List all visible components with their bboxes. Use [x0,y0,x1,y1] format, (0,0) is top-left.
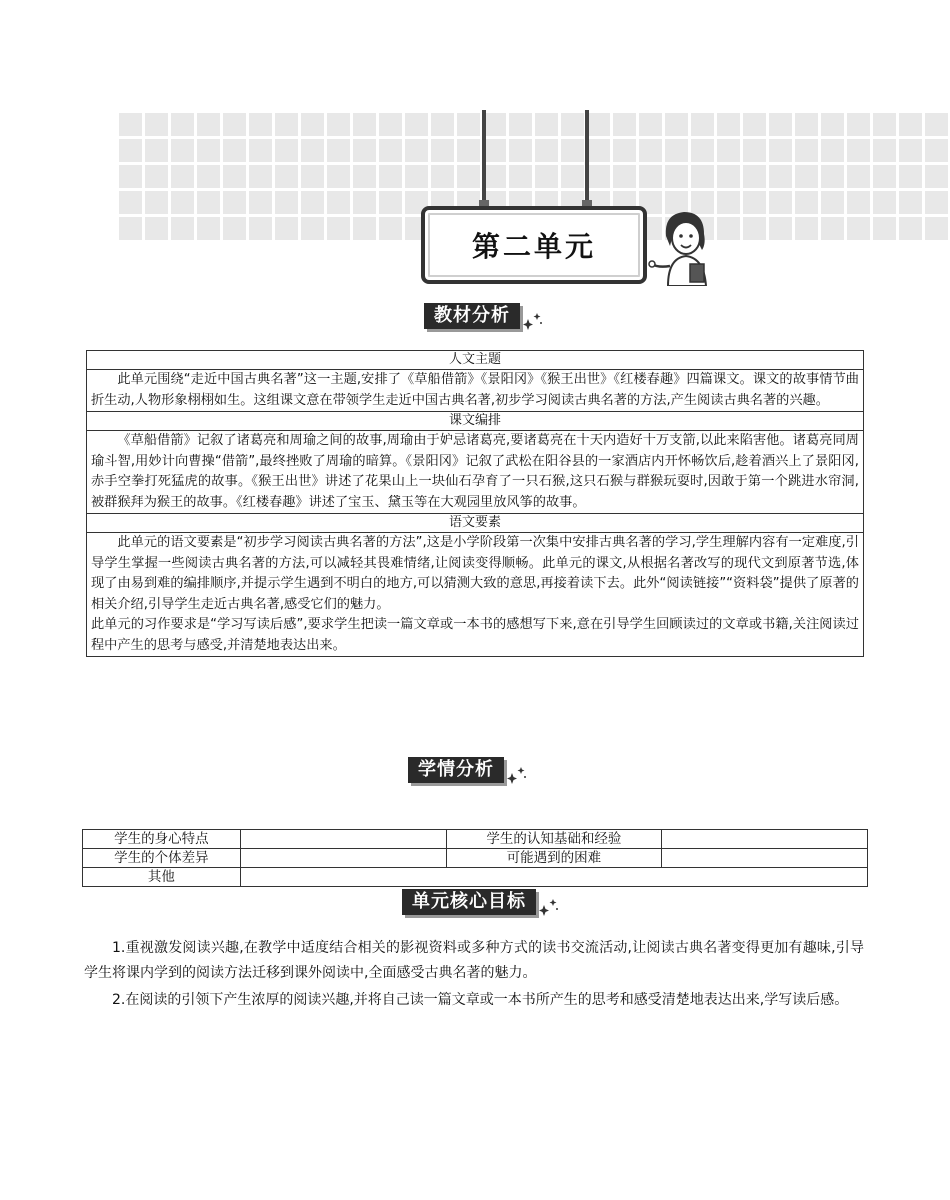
section-title: 教材分析 [424,303,520,329]
sign-rod-left [482,110,486,206]
cell-individual-diff-value [240,849,446,868]
cell-cognitive-base-label: 学生的认知基础和经验 [446,830,662,849]
material-analysis-table [86,350,864,657]
cell-difficulties-value [662,849,868,868]
cell-cognitive-base-value [662,830,868,849]
learner-analysis-table [82,829,868,887]
theme-head: 人文主题 [87,351,864,370]
section-title: 学情分析 [408,757,504,783]
core-goals [84,936,864,1015]
element-text-2: 此单元的习作要求是“学习写读后感”,要求学生把读一篇文章或一本书的感想写下来,意在引导学生回顾读过的文章或书籍,关注阅读过程中产生的思考与感受,并清楚地表达出来。 [91,617,859,653]
cell-physical-traits-label: 学生的身心特点 [83,830,241,849]
section-title: 单元核心目标 [402,889,536,915]
element-text-1: 此单元的语文要素是“初步学习阅读古典名著的方法”,这是小学阶段第一次集中安排古典名著的学习,学生理解内容有一定难度,引导学生掌握一些阅读古典名著的方法,可以减轻其畏难情绪,让阅读变得顺畅。此单元的课文,从根据名著改写的现代文到原著节选,体现了由易到难的编排顺序,并提示学生遇到不明白的地方,可以猜测大致的意思,再接着读下去。此外“阅读链接”“资料袋”提供了原著的相关介绍,引导学生走近古典名著,感受它们的魅力。 [91,535,859,612]
theme-cell [87,370,864,412]
sparkle-icon [506,763,528,785]
sign-rod-right [585,110,589,206]
section-header-learner [408,756,528,784]
goal-item: 1.重视激发阅读兴趣,在教学中适度结合相关的影视资料或多种方式的读书交流活动,让阅读古典名著变得更加有趣味,引导学生将课内学到的阅读方法迁移到课外阅读中,全面感受古典名著的魅力。 [84,940,864,981]
sparkle-icon [538,895,560,917]
teacher-illustration [648,206,718,286]
arrange-text: 《草船借箭》记叙了诸葛亮和周瑜之间的故事,周瑜由于妒忌诸葛亮,要诸葛亮在十天内造好十万支箭,以此来陷害他。诸葛亮同周瑜斗智,用妙计向曹操“借箭”,最终挫败了周瑜的暗算。《景阳冈》记叙了武松在阳谷县的一家酒店内开怀畅饮后,趁着酒兴上了景阳冈,赤手空拳打死猛虎的故事。《猴王出世》讲述了花果山上一块仙石孕育了一只石猴,这只石猴与群猴玩耍时,因敢于第一个跳进水帘洞,被群猴拜为猴王的故事。《红楼春趣》讲述了宝玉、黛玉等在大观园里放风筝的故事。 [91,433,859,510]
section-header-material [424,302,544,330]
arrange-head: 课文编排 [87,412,864,431]
cell-difficulties-label: 可能遇到的困难 [446,849,662,868]
theme-text: 此单元围绕“走近中国古典名著”这一主题,安排了《草船借箭》《景阳冈》《猴王出世》《红楼春趣》四篇课文。课文的故事情节曲折生动,人物形象栩栩如生。这组课文意在带领学生走近中国古典名著,初步学习阅读古典名著的方法,产生阅读古典名著的兴趣。 [91,372,859,408]
cell-other-label: 其他 [83,868,241,887]
sparkle-icon [522,309,544,331]
arrange-cell [87,431,864,514]
element-cell [87,533,864,657]
unit-title: 第二单元 [421,206,647,284]
cell-physical-traits-value [240,830,446,849]
element-head: 语文要素 [87,514,864,533]
cell-other-value [240,868,867,887]
goal-item: 2.在阅读的引领下产生浓厚的阅读兴趣,并将自己读一篇文章或一本书所产生的思考和感受清楚地表达出来,学写读后感。 [112,992,849,1008]
cell-individual-diff-label: 学生的个体差异 [83,849,241,868]
section-header-goals [402,888,560,916]
